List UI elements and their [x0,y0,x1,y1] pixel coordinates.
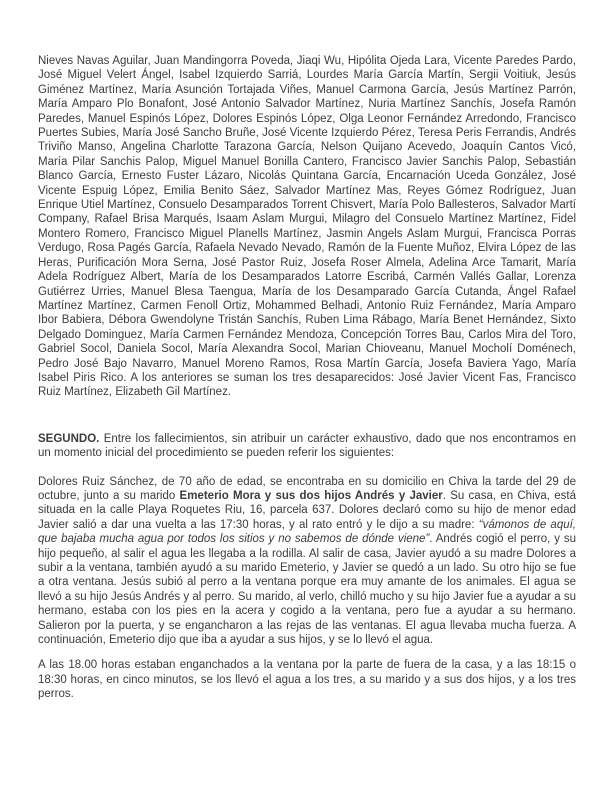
dolores-run-events: . Andrés cogió el perro, y su hijo pequeño, al salir el agua les llegaba a la rodilla. Al salir de casa, Javier ayudó a su madre Dolores a subir a la ventana, también ayudó a su marido Emeterio, y Javier se quedó a un lado. Su otro hijo se fue a otra ventana. Jesús subió al perro a la ventana porque era muy amante de los animales. El agua se llevó a su hijo Jesús Andrés y al perro. Su marido, al verlo, chilló mucho y su hijo Javier fue a ayudar a su hermano, estaba con los pies en la acera y cogido a la ventana, pero fue a ayudar a su hermano. Salieron por la puerta, y se engancharon a las rejas de las ventanas. El agua llevaba mucha fuerza. A continuación, Emeterio dijo que iba a ayudar a sus hijos, y se lo llevó el agua. [38,533,576,647]
dolores-run-intro: Dolores Ruiz Sánchez, de 70 año de edad, se encontraba en su domicilio en Chiva la tarde del 29 de octubre, junto a su marido [38,475,576,502]
dolores-run-quote-italic: “vámonos de aquí, que bajaba mucha agua por todos los sitios y no sabemos de dónde viene” [38,518,576,546]
segundo-paragraph [38,432,576,461]
segundo-label: SEGUNDO. [38,432,100,445]
timeline-paragraph: A las 18.00 horas estaban enganchados a la ventana por la parte de fuera de la casa, y a las 18:15 o 18:30 horas, en cinco minutos, se los llevó el agua a los tres, a su marido y a sus dos hijos, y a los tres perros. [38,659,576,701]
dolores-run-family-bold: Emeterio Mora y sus dos hijos Andrés y Javier [179,489,443,502]
victims-list-paragraph: Nieves Navas Aguilar, Juan Mandingorra Poveda, Jiaqi Wu, Hipólita Ojeda Lara, Vicente Paredes Pardo, José Miguel Velert Ángel, Isabel Izquierdo Sarriá, Lourdes María García Martín, Sergii Voitiuk, Jesús Giménez Martínez, María Asunción Tortajada Viñes, Manuel Carmona García, Jesús Martínez Parrón, María Amparo Plo Bonafont, José Antonio Salvador Martínez, Nuria Martínez Sanchís, Josefa Ramón Paredes, Manuel Espinós López, Dolores Espinós López, Olga Leonor Fernández Arredondo, Francisco Puertes Subies, María José Sancho Bruñe, José Vicente Izquierdo Pérez, Teresa Peris Ferrandis, Andrés Triviño Manso, Angelina Charlotte Tarazona García, Nelson Quijano Acevedo, Joaquín Cantos Vicó, María Pilar Sanchis Palop, Miguel Manuel Bonilla Cantero, Francisco Javier Sanchis Palop, Sebastián Blanco García, Ernesto Fuster Lázaro, Nicolás Quintana García, Encarnación Uceda González, José Vicente Espuig López, Emilia Benito Sáez, Salvador Martínez Mas, Reyes Gómez Rodríguez, Juan Enrique Utiel Martínez, Consuelo Desamparados Torrent Chisvert, María Polo Ballesteros, Salvador Martí Company, Rafael Brisa Marqués, Isaam Aslam Murgui, Milagro del Consuelo Martínez Martínez, Fidel Montero Romero, Francisco Miguel Planells Martínez, Jasmin Angels Aslam Murgui, Francisca Porras Verdugo, Rosa Pagés García, Rafaela Nevado Nevado, Ramón de la Fuente Muñoz, Elvira López de las Heras, Purificación Mora Serna, José Pastor Ruiz, Josefa Roser Almela, Adelina Arce Tamarit, María Adela Rodríguez Albert, María de los Desamparados Latorre Escribá, Carmén Vallés Gallar, Lorenza Gutiérrez Urries, Manuel Blesa Taengua, María de los Desamparado García Cutanda, Ángel Rafael Martínez Martínez, Carmen Fenoll Ortiz, Mohammed Belhadi, Antonio Ruiz Fernández, María Amparo Ibor Babiera, Débora Gwendolyne Tristán Sanchís, Ruben Lima Rábago, María Benet Hernández, Sixto Delgado Dominguez, María Carmen Fernández Mendoza, Concepción Torres Bau, Carlos Mira del Toro, Gabriel Socol, Daniela Socol, María Alexandra Socol, Marian Chioveanu, Manuel Mocholí Doménech, Pedro José Bajo Navarro, Manuel Moreno Ramos, Rosa Martín García, Josefa Baviera Yago, María Isabel Piris Rico. A los anteriores se suman los tres desaparecidos: José Javier Vicent Fas, Francisco Ruiz Martínez, Elizabeth Gil Martínez. [38,55,576,399]
dolores-run-house: . Su casa, en Chiva, está situada en la calle Playa Roquetes Riu, 16, parcela 637. Dolores declaró como su hijo de menor edad Javier salió a dar una vuelta a las 17:30 horas, y al rato entró y le dijo a su madre: [38,489,576,531]
segundo-body: Entre los fallecimientos, sin atribuir un carácter exhaustivo, dado que nos encontramos en un momento inicial del procedimiento se pueden referir los siguientes: [38,432,576,460]
dolores-account-paragraph [38,475,576,648]
